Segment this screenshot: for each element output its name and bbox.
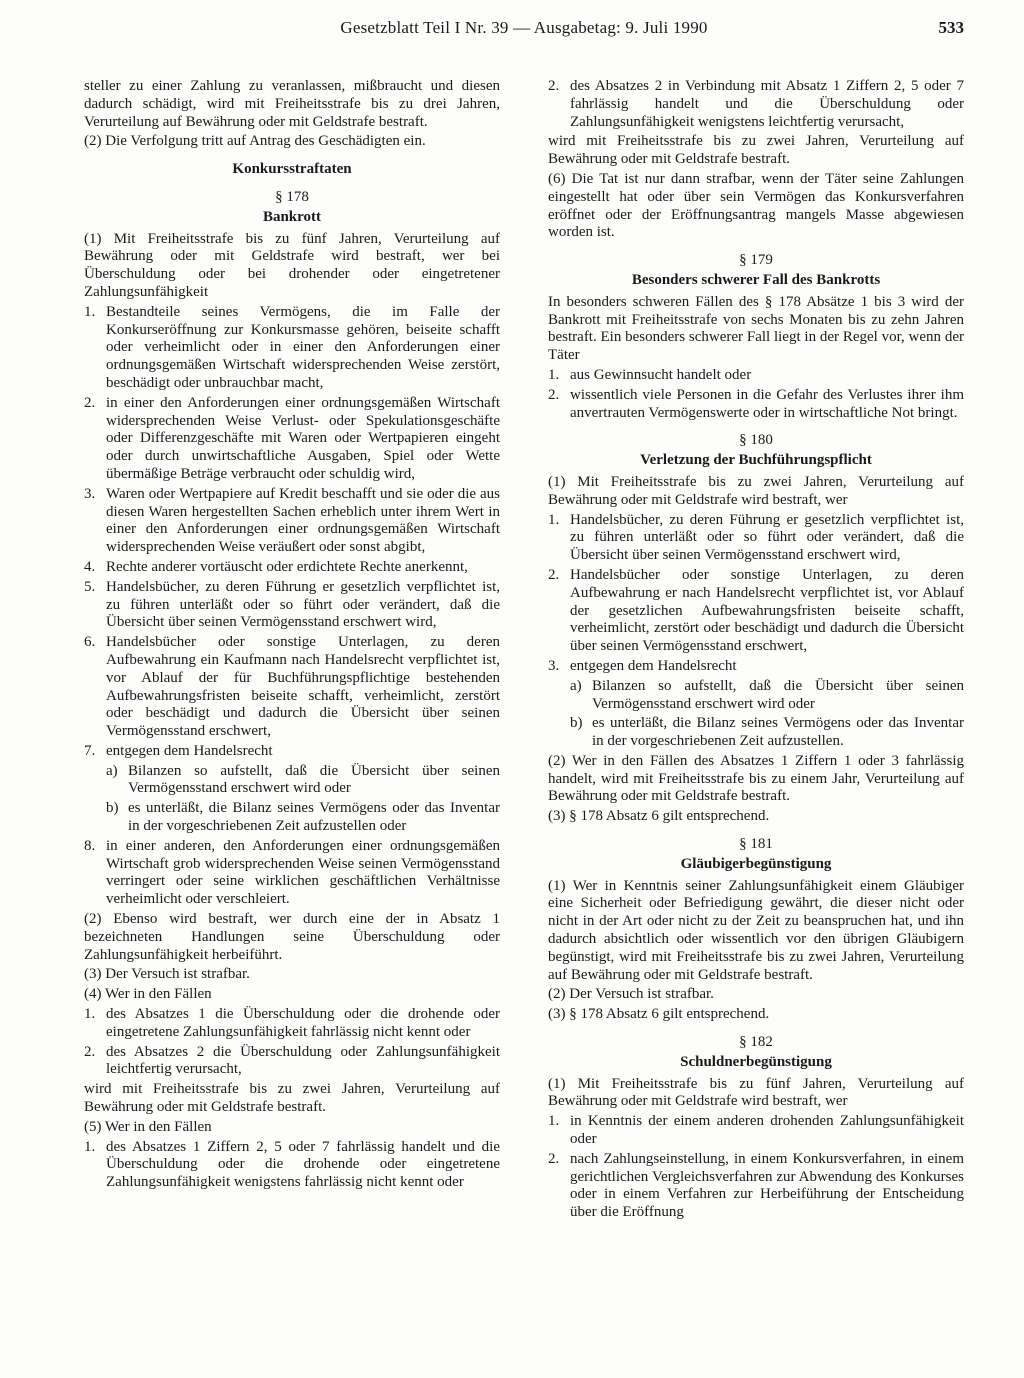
item-text: entgegen dem Handelsrecht — [106, 742, 273, 759]
item-number: 2. — [548, 566, 560, 583]
paragraph: wird mit Freiheitsstrafe bis zu zwei Jahren, Verurteilung auf Bewährung oder mit Geldstrafe bestraft. — [548, 133, 964, 168]
section-title: Schuldnerbegünstigung — [680, 1053, 832, 1070]
sub-item — [570, 678, 964, 714]
item-text: entgegen dem Handelsrecht — [570, 657, 737, 674]
list-item — [548, 658, 964, 676]
paragraph: steller zu einer Zahlung zu veranlassen, mißbraucht und diesen dadurch schädigt, wird mit Freiheitsstrafe bis zu drei Jahren, Verurteilung auf Bewährung oder mit Geldstrafe bestraft. — [84, 78, 500, 130]
paragraph: (3) § 178 Absatz 6 gilt entsprechend. — [548, 808, 770, 825]
paragraph: (2) Der Versuch ist strafbar. — [548, 986, 714, 1003]
paragraph: (2) Wer in den Fällen des Absatzes 1 Ziffern 1 oder 3 fahrlässig handelt, wird mit Freiheitsstrafe bis zu einem Jahr, Verurteilung auf Bewährung oder mit Geldstrafe bestraft. — [548, 752, 964, 805]
left-column — [84, 78, 500, 1194]
list-item — [84, 1044, 500, 1080]
item-number: 5. — [84, 578, 96, 595]
list-item — [84, 1139, 500, 1192]
list-item — [84, 634, 500, 741]
section-number: § 182 — [739, 1034, 773, 1051]
sub-item — [570, 715, 964, 751]
item-text: Handelsbücher oder sonstige Unterlagen, zu deren Aufbewahrung er nach Handelsrecht verpflichtet ist, vor Ablauf der gesetzlichen Aufbewahrungsfristen beiseite schafft, verheimlicht, zerstört oder beschädigt und dadurch die Übersicht über seinen Vermögensstand erschwert, — [570, 566, 964, 655]
section-title: Gläubigerbegünstigung — [680, 855, 832, 872]
list-item — [84, 579, 500, 632]
list-item — [84, 838, 500, 909]
item-number: 4. — [84, 558, 96, 575]
paragraph: (1) Mit Freiheitsstrafe bis zu fünf Jahren, Verurteilung auf Bewährung oder mit Geldstrafe wird bestraft, wer — [548, 1075, 964, 1110]
section-number: § 179 — [739, 252, 773, 269]
sub-item-letter: a) — [106, 762, 118, 779]
item-number: 1. — [84, 1138, 96, 1155]
item-text: Handelsbücher, zu deren Führung er gesetzlich verpflichtet ist, zu führen unterläßt oder so führt oder verändert, daß die Übersicht über seinen Vermögensstand erschwert wird, — [106, 578, 500, 631]
list-item — [548, 367, 964, 385]
item-number: 1. — [548, 511, 560, 528]
sub-item — [106, 763, 500, 799]
item-number: 1. — [84, 303, 96, 320]
item-number: 1. — [84, 1006, 96, 1023]
paragraph: (4) Wer in den Fällen — [84, 986, 212, 1003]
sub-item — [106, 800, 500, 836]
paragraph: (6) Die Tat ist nur dann strafbar, wenn der Täter seine Zahlungen eingestellt hat oder über sein Vermögen das Konkursverfahren eröffnet oder der Eröffnungsantrag mangels Masse abgewiesen worden ist. — [548, 170, 964, 241]
paragraph: (3) Der Versuch ist strafbar. — [84, 966, 250, 983]
item-number: 1. — [548, 366, 560, 383]
item-text: des Absatzes 1 die Überschuldung oder die drohende oder eingetretene Zahlungsunfähigkeit fahrlässig nicht kennt oder — [106, 1006, 500, 1040]
paragraph: wird mit Freiheitsstrafe bis zu zwei Jahren, Verurteilung auf Bewährung oder mit Geldstrafe bestraft. — [84, 1081, 500, 1116]
item-text: des Absatzes 1 Ziffern 2, 5 oder 7 fahrlässig handelt und die Überschuldung oder die drohende oder eingetretene Zahlungsunfähigkeit wenigstens fahrlässig nicht kennt oder — [106, 1138, 500, 1191]
item-text: aus Gewinnsucht handelt oder — [570, 366, 752, 383]
item-text: wissentlich viele Personen in die Gefahr des Verlustes ihrer ihm anvertrauten Vermögenswerte oder in wirtschaftliche Not bringt. — [570, 386, 964, 421]
page-number: 533 — [938, 18, 964, 37]
item-text: des Absatzes 2 in Verbindung mit Absatz 1 Ziffern 2, 5 oder 7 fahrlässig handelt und die Überschuldung oder Zahlungsunfähigkeit wenigstens leichtfertig verursacht, — [570, 78, 964, 130]
sub-item-letter: b) — [570, 715, 583, 732]
paragraph: In besonders schweren Fällen des § 178 Absätze 1 bis 3 wird der Bankrott mit Freiheitsstrafe von sechs Monaten bis zu zehn Jahren bestraft. Ein besonders schwerer Fall liegt in der Regel vor, wenn der Täter — [548, 293, 964, 364]
item-number: 2. — [548, 78, 560, 94]
item-number: 7. — [84, 742, 96, 759]
section-number: § 180 — [739, 432, 773, 449]
section-number: § 181 — [739, 836, 773, 853]
item-number: 8. — [84, 837, 96, 854]
section-title: Besonders schwerer Fall des Bankrotts — [631, 271, 881, 288]
item-number: 3. — [84, 485, 96, 502]
item-number: 6. — [84, 634, 96, 651]
item-text: Handelsbücher oder sonstige Unterlagen, zu deren Aufbewahrung ein Kaufmann nach Handelsrecht verpflichtet ist, vor Ablauf der für Buchführungspflichtige bestehenden Aufbewahrungsfristen beiseite schafft, verheimlicht, zerstört oder beschädigt und dadurch die Übersicht über seinen Vermögensstand erschwert, — [106, 634, 500, 740]
item-text: in einer den Anforderungen einer ordnungsgemäßen Wirtschaft widersprechenden Weise Verlust- oder Spekulationsgeschäfte oder Differenzgeschäfte mit Waren oder Wertpapieren eingeht oder durch unwirtschaftliche Ausgaben, Spiel oder Wette übermäßige Beträge verbraucht oder schuldig wird, — [106, 394, 500, 482]
list-item — [548, 1151, 964, 1222]
item-number: 2. — [84, 1043, 96, 1060]
item-text: Rechte anderer vortäuscht oder erdichtete Rechte anerkennt, — [106, 558, 468, 575]
list-item — [84, 304, 500, 393]
header-title: Gesetzblatt Teil I Nr. 39 — Ausgabetag: 9. Juli 1990 — [340, 18, 708, 37]
paragraph: (5) Wer in den Fällen — [84, 1118, 212, 1135]
list-item — [548, 387, 964, 423]
list-item — [84, 1006, 500, 1042]
paragraph: (1) Mit Freiheitsstrafe bis zu fünf Jahren, Verurteilung auf Bewährung oder mit Geldstrafe wird bestraft, wer bei Überschuldung oder bei drohender oder eingetretener Zahlungsunfähigkeit — [84, 230, 500, 300]
right-column — [548, 78, 964, 1224]
sub-item-text: es unterläßt, die Bilanz seines Vermögens oder das Inventar in der vorgeschriebenen Zeit aufzustellen. — [592, 715, 964, 750]
item-number: 2. — [548, 1150, 560, 1167]
sub-item-text: Bilanzen so aufstellt, daß die Übersicht über seinen Vermögensstand erschwert wird oder — [592, 677, 964, 712]
section-title: Verletzung der Buchführungspflicht — [640, 452, 872, 469]
item-text: nach Zahlungseinstellung, in einem Konkursverfahren, in einem gerichtlichen Vergleichsverfahren zur Abwendung des Konkurses oder in einem Verfahren zur Herbeiführung der Entscheidung über die Eröffnung — [570, 1150, 964, 1221]
section-heading: Konkursstraftaten — [232, 161, 352, 178]
item-text: Waren oder Wertpapiere auf Kredit beschafft und sie oder die aus diesen Waren hergestellten Sachen erheblich unter ihrem Wert in einer den Anforderungen einer ordnungsgemäßen Wirtschaft widersprechenden Weise veräußert oder sonst abgibt, — [106, 485, 500, 556]
paragraph: (2) Ebenso wird bestraft, wer durch eine der in Absatz 1 bezeichneten Handlungen seine Überschuldung oder Zahlungsunfähigkeit herbeiführt. — [84, 911, 500, 963]
item-number: 2. — [84, 394, 96, 411]
paragraph: (2) Die Verfolgung tritt auf Antrag des Geschädigten ein. — [84, 133, 426, 150]
sub-item-letter: b) — [106, 800, 119, 817]
sub-item-text: es unterläßt, die Bilanz seines Vermögens oder das Inventar in der vorgeschriebenen Zeit aufzustellen oder — [128, 800, 500, 835]
list-item — [84, 743, 500, 761]
item-text: in Kenntnis der einem anderen drohenden Zahlungsunfähigkeit oder — [570, 1113, 964, 1148]
sub-item-letter: a) — [570, 677, 582, 694]
item-text: Handelsbücher, zu deren Führung er gesetzlich verpflichtet ist, zu führen unterläßt oder so führt oder verändert, daß die Übersicht über seinen Vermögensstand erschwert wird, — [570, 511, 964, 564]
list-item — [548, 1113, 964, 1149]
list-item — [84, 395, 500, 484]
paragraph: (1) Mit Freiheitsstrafe bis zu zwei Jahren, Verurteilung auf Bewährung oder mit Geldstrafe wird bestraft, wer — [548, 473, 964, 508]
page-header — [84, 14, 964, 48]
item-text: in einer anderen, den Anforderungen einer ordnungsgemäßen Wirtschaft grob widersprechenden Weise seinen Vermögensstand verringert oder seine wirklichen geschäftlichen Verhältnisse verheimlicht oder verschleiert. — [106, 837, 500, 908]
list-item — [84, 559, 500, 577]
item-number: 3. — [548, 657, 560, 674]
section-number: § 178 — [275, 188, 309, 205]
paragraph: (3) § 178 Absatz 6 gilt entsprechend. — [548, 1006, 770, 1023]
item-text: Bestandteile seines Vermögens, die im Falle der Konkurseröffnung zur Konkursmasse gehören, beiseite schafft oder verheimlicht oder in einer den Anforderungen einer ordnungsgemäßen Wirtschaft widersprechenden Weise zerstört, beschädigt oder unbrauchbar macht, — [106, 303, 500, 391]
item-text: des Absatzes 2 die Überschuldung oder Zahlungsunfähigkeit leichtfertig verursacht, — [106, 1043, 500, 1078]
item-number: 1. — [548, 1113, 560, 1130]
list-item — [548, 512, 964, 565]
list-item — [548, 567, 964, 656]
paragraph: (1) Wer in Kenntnis seiner Zahlungsunfähigkeit einem Gläubiger eine Sicherheit oder Befriedigung gewährt, die dieser nicht oder nicht in der Art oder nicht zu der Zeit zu beanspruchen hat, und ihn dadurch absichtlich oder wissentlich vor den übrigen Gläubigern begünstigt, wird mit Freiheitsstrafe bis zu zwei Jahren, Verurteilung auf Bewährung oder mit Geldstrafe bestraft. — [548, 877, 964, 983]
list-item — [548, 78, 964, 131]
section-title: Bankrott — [262, 208, 322, 225]
item-number: 2. — [548, 386, 560, 403]
sub-item-text: Bilanzen so aufstellt, daß die Übersicht über seinen Vermögensstand erschwert wird oder — [128, 762, 500, 797]
list-item — [84, 486, 500, 557]
